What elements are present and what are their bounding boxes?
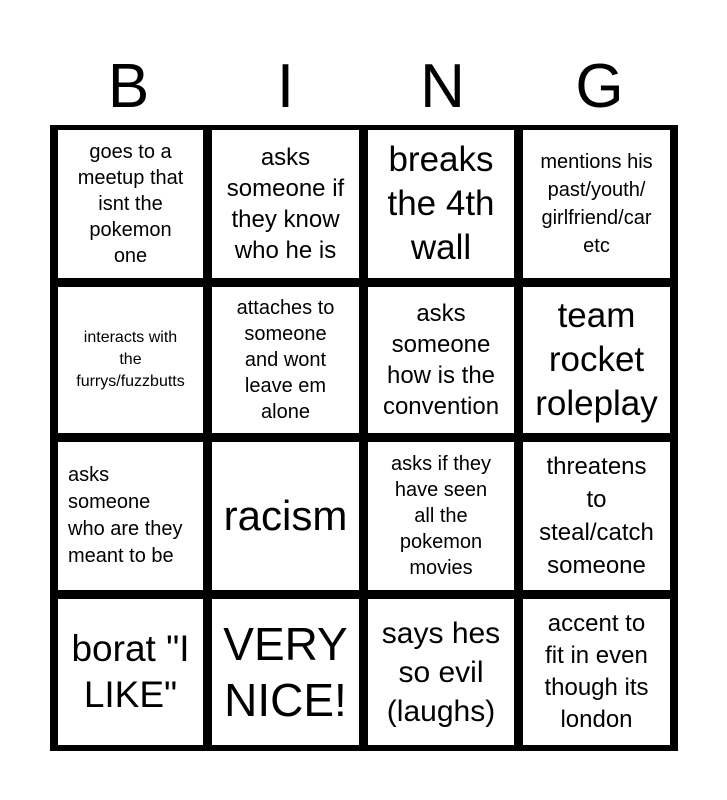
bingo-cell-r2c2[interactable]	[212, 287, 359, 433]
bingo-cell-text: team rocket roleplay	[535, 296, 658, 423]
header-letter-b: B	[107, 52, 150, 121]
bingo-cell-r1c4[interactable]	[523, 130, 670, 278]
bingo-cell-text: VERY NICE!	[223, 618, 348, 726]
bingo-cell-text: asks someone how is the convention	[382, 300, 500, 420]
bingo-cell-text: interacts with the furrys/fuzzbutts	[76, 329, 185, 390]
bingo-cell-r2c3[interactable]	[368, 287, 514, 433]
bingo-header	[50, 52, 678, 122]
bingo-cell-text: asks someone who are they meant to be	[68, 464, 183, 567]
header-letter-n: N	[420, 52, 465, 121]
bingo-cell-r1c3[interactable]	[368, 130, 514, 278]
bingo-cell-r1c2[interactable]	[212, 130, 359, 278]
bingo-cell-r2c4[interactable]	[523, 287, 670, 433]
bingo-cell-r4c2[interactable]	[212, 599, 359, 745]
bingo-cell-text: threatens to steal/catch someone	[539, 453, 654, 579]
bingo-cell-r3c3[interactable]	[368, 442, 514, 590]
header-letter-g: G	[575, 52, 624, 121]
bingo-cell-r3c4[interactable]	[523, 442, 670, 590]
bingo-cell-r3c2[interactable]	[212, 442, 359, 590]
bingo-cell-r1c1[interactable]	[58, 130, 203, 278]
bingo-cell-text: asks someone if they know who he is	[226, 144, 345, 264]
bingo-cell-text: attaches to someone and wont leave em alone	[236, 297, 335, 423]
bingo-cell-text: asks if they have seen all the pokemon movies	[390, 453, 492, 579]
bingo-cell-text: breaks the 4th wall	[387, 140, 495, 267]
bingo-cell-r4c4[interactable]	[523, 599, 670, 745]
bingo-cell-text: goes to a meetup that isnt the pokemon one	[77, 141, 184, 267]
bingo-cell-text: borat "I LIKE"	[71, 628, 190, 715]
bingo-cell-text: accent to fit in even though its london	[544, 610, 649, 733]
bingo-cell-r3c1[interactable]	[58, 442, 203, 590]
bingo-cell-text: racism	[223, 492, 348, 539]
bingo-cell-text: says hes so evil (laughs)	[381, 616, 501, 728]
bingo-cell-text: mentions his past/youth/ girlfriend/car etc	[540, 151, 653, 257]
bingo-cell-r4c3[interactable]	[368, 599, 514, 745]
bingo-card-grid	[50, 125, 678, 751]
bingo-cell-r4c1[interactable]	[58, 599, 203, 745]
bingo-cell-r2c1[interactable]	[58, 287, 203, 433]
header-letter-i: I	[276, 52, 295, 121]
